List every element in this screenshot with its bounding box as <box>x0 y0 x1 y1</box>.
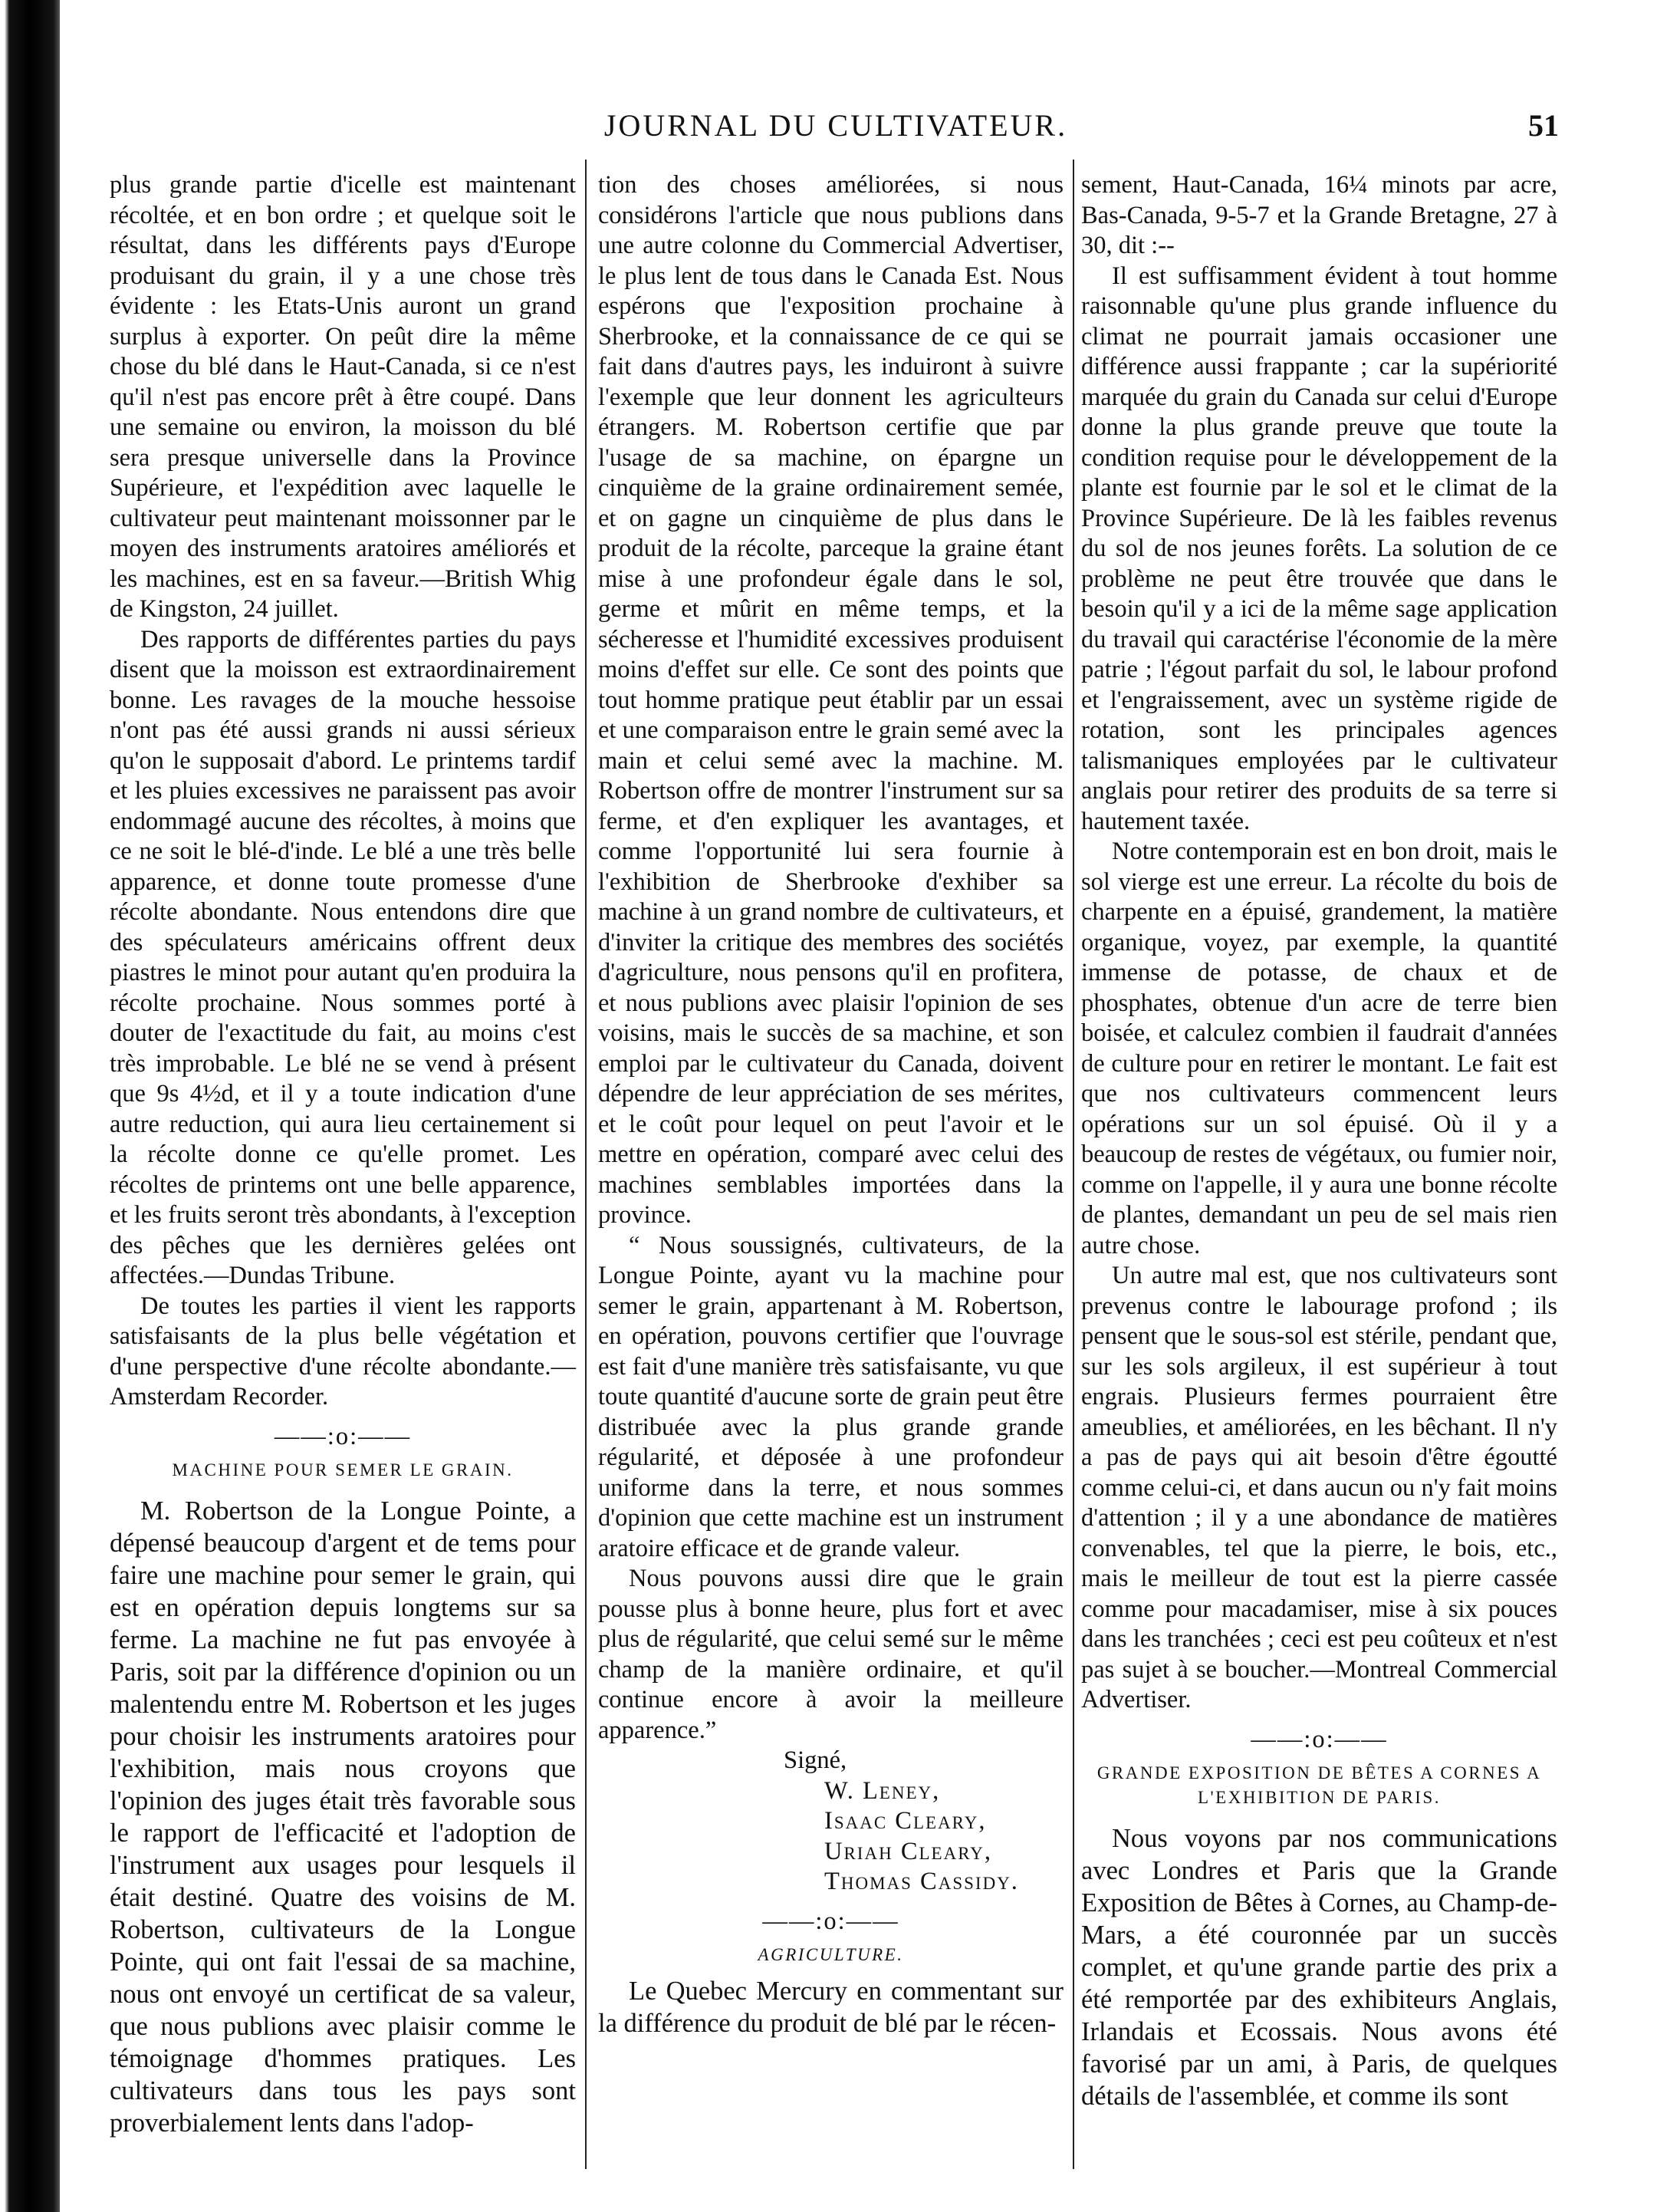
paragraph: Des rapports de différentes parties du pays disent que la moisson est extraordinairement bonne. Les ravages de la mouche hessoise n'ont pas été aussi grands ni aussi sérieux qu'on le supposait d'abord. Le printems tardif et les pluies excessives ne paraissent pas avoir endommagé aucune des récoltes, à moins que ce ne soit le blé-d'inde. Le blé a une très belle apparence, et donne toute promesse d'une récolte abondante. Nous entendons dire que des spéculateurs américains offrent deux piastres le minot pour autant qu'en produira la récolte prochaine. Nous sommes porté à douter de l'exactitude du fait, au moins c'est très improbable. Le blé ne se vend à présent que 9s 4½d, et il y a toute indication d'une autre reduction, qui aura lieu certainement si la récolte donne ce qu'elle promet. Les récoltes de printems ont une belle apparence, et les fruits seront très abondants, à l'exception des pêches que les dernières gelées ont affectées.—Dundas Tribune. <box>110 625 576 1289</box>
column-3 <box>1081 170 1557 2112</box>
running-head: JOURNAL DU CULTIVATEUR. <box>603 108 1068 143</box>
signature-label: Signé, <box>784 1746 847 1774</box>
section-separator: ——:o:—— <box>762 1907 899 1935</box>
paragraph: plus grande partie d'icelle est maintenant récoltée, et en bon ordre ; et quelque soit le résultat, dans les différents pays d'Europe produisant du grain, il y a une chose très évidente : les Etats-Unis auront un grand surplus à exporter. On peût dire la même chose du blé dans le Haut-Canada, si ce n'est qu'il n'est pas encore prêt à être coupé. Dans une semaine ou environ, la moisson du blé sera presque universelle dans la Province Supérieure, et l'expédition avec laquelle le cultivateur peut maintenant moissonner par le moyen des instruments aratoires améliorés et les machines, est en sa faveur.—British Whig de Kingston, 24 juillet. <box>110 171 576 623</box>
paragraph: sement, Haut-Canada, 16¼ minots par acre, Bas-Canada, 9-5-7 et la Grande Bretagne, 27 à 30, dit :-- <box>1081 171 1557 259</box>
section-separator: ——:o:—— <box>274 1422 412 1450</box>
scan-edge-shadow <box>0 0 60 2212</box>
page-number: 51 <box>1528 108 1559 143</box>
signer-name: Thomas Cassidy. <box>824 1868 1019 1895</box>
paragraph: tion des choses améliorées, si nous considérons l'article que nous publions dans une autre colonne du Commercial Advertiser, le plus lent de tous dans le Canada Est. Nous espérons que l'exposition prochaine à Sherbrooke, et la connaissance de ce qui se fait dans d'autres pays, les induiront à suivre l'exemple que leur donnent les agriculteurs étrangers. M. Robertson certifie que par l'usage de sa machine, on épargne un cinquième de la graine ordinairement semée, et on gagne un cinquième de plus dans le produit de la récolte, parceque la graine étant mise à une profondeur égale dans le sol, germe et mûrit en même temps, et la sécheresse et l'humidité excessives produisent moins d'effet sur elle. Ce sont des points que tout homme pratique peut établir par un essai et une comparaison entre le grain semé avec la main et celui semé avec la machine. M. Robertson offre de montrer l'instrument sur sa ferme, et d'en expliquer les avantages, et comme l'opportunité lui sera fournie à l'exhibition de Sherbrooke d'exhiber sa machine à un grand nombre de cultivateurs, et d'inviter la critique des membres des sociétés d'agriculture, nous pensons qu'il en profitera, et nous publions avec plaisir l'opinion de ses voisins, mais le succès de sa machine, et son emploi par le cultivateur du Canada, doivent dépendre de leur appréciation de ses mérites, et le coût pour lequel on peut l'avoir et le mettre en opération, comparé avec celui des machines semblables importées dans la province. <box>598 171 1064 1229</box>
signer-name: W. Leney, <box>824 1776 941 1805</box>
paragraph: M. Robertson de la Longue Pointe, a dépensé beaucoup d'argent et de tems pour faire une machine pour semer le grain, qui est en opération depuis longtems sur sa ferme. La machine ne fut pas envoyée à Paris, soit par la différence d'opinion ou un malentendu entre M. Robertson et les juges pour choisir les instruments aratoires pour l'exhibition, mais nous croyons que l'opinion des juges était très favorable sous le rapport de l'efficacité et l'adoption de l'instrument aux usages pour lesquels il était destiné. Quatre des voisins de M. Robertson, cultivateurs de la Longue Pointe, qui ont fait l'essai de sa machine, nous ont envoyé un certificat de sa valeur, que nous publions avec plaisir comme le témoignage d'hommes pratiques. Les cultivateurs dans tous les pays sont proverbialement lents dans l'adop- <box>110 1496 576 2138</box>
column-2 <box>598 170 1064 2039</box>
paragraph: Nous voyons par nos communications avec Londres et Paris que la Grande Exposition de Bêtes à Cornes, au Champ-de-Mars, a été couronnée par un succès complet, et qu'une grande partie des prix a été remportée par des exhibiteurs Anglais, Irlandais et Ecossais. Nous avons été favorisé par un ami, à Paris, de quelques détails de l'assemblée, et comme ils sont <box>1081 1824 1557 2111</box>
paragraph: Nous pouvons aussi dire que le grain pousse plus à bonne heure, plus fort et avec plus de régularité, que celui semé sur le même champ de la manière ordinaire, et qu'il continue encore à avoir la meilleure apparence.” <box>598 1565 1064 1744</box>
paragraph: Notre contemporain est en bon droit, mais le sol vierge est une erreur. La récolte du bois de charpente en a épuisé, grandement, la matière organique, voyez, par exemple, la quantité immense de potasse, de chaux et de phosphates, obtenue d'un acre de terre bien boisée, et calculez combien il faudrait d'années de culture pour en retirer le montant. Le fait est que nos cultivateurs commencent leurs opérations sur un sol épuisé. Où il y a beaucoup de restes de végétaux, ou fumier noir, comme on l'appelle, il y aura une bonne récolte de plantes, demandant un peu de sel mais rien autre chose. <box>1081 838 1557 1259</box>
paragraph: De toutes les parties il vient les rapports satisfaisants de la plus belle végétation et d'une perspective d'une récolte abondante.—Amsterdam Recorder. <box>110 1292 576 1410</box>
column-rule <box>1073 160 1074 2169</box>
signer-name: Uriah Cleary, <box>824 1837 993 1865</box>
section-separator: ——:o:—— <box>1251 1725 1388 1753</box>
column-1 <box>110 170 576 2139</box>
section-heading: AGRICULTURE. <box>758 1945 904 1964</box>
paragraph: Le Quebec Mercury en commentant sur la différence du produit de blé par le récen- <box>598 1976 1064 2038</box>
signer-name: Isaac Cleary, <box>824 1807 987 1835</box>
paragraph: “ Nous soussignés, cultivateurs, de la Longue Pointe, ayant vu la machine pour semer le grain, appartenant à M. Robertson, en opération, pouvons certifier que l'ouvrage est fait d'une manière très satisfaisante, vu que toute quantité d'aucune sorte de grain peut être distribuée avec la plus grande grande régularité, et déposée à une profondeur uniforme dans la terre, et nous sommes d'opinion que cette machine est un instrument aratoire efficace et de grande valeur. <box>598 1231 1064 1562</box>
section-heading: GRANDE EXPOSITION DE BÊTES A CORNES A L'EXHIBITION DE PARIS. <box>1096 1763 1542 1807</box>
column-rule <box>585 160 587 2169</box>
paragraph: Un autre mal est, que nos cultivateurs sont prevenus contre le labourage profond ; ils pensent que le sous-sol est stérile, pendant que, sur les sols argileux, il est supérieur à tout engrais. Plusieurs fermes pourraient être ameublies, et améliorées, en les bêchant. Il n'y a pas de pays qui ait besoin d'être égoutté comme celui-ci, et dans aucun ou n'y fait moins d'attention ; il y a une abondance de matières convenables, tel que la pierre, le bois, etc., mais le meilleur de tout est la pierre cassée comme pour macadamiser, mise à six pouces dans les tranchées ; ceci est peu coûteux et n'est pas sujet à se boucher.—Montreal Commercial Advertiser. <box>1081 1262 1557 1713</box>
paragraph: Il est suffisamment évident à tout homme raisonnable qu'une plus grande influence du climat ne pourrait jamais occasioner une différence aussi frappante ; car la supériorité marquée du grain du Canada sur celui d'Europe donne la plus grande preuve que toute la condition requise pour le développement de la plante est fournie par le sol et le climat de la Province Supérieure. De là les faibles revenus du sol de nos jeunes forêts. La solution de ce problème ne peut être trouvée que dans le besoin qu'il y a ici de la même sage application du travail qui caractérise l'économie de la mère patrie ; l'égout parfait du sol, le labour profond et l'engraissement, avec un système rigide de rotation, sont les principales agences talismaniques employées par le cultivateur anglais pour retirer des produits de sa terre si hautement taxée. <box>1081 262 1557 835</box>
section-heading: MACHINE POUR SEMER LE GRAIN. <box>172 1460 514 1480</box>
